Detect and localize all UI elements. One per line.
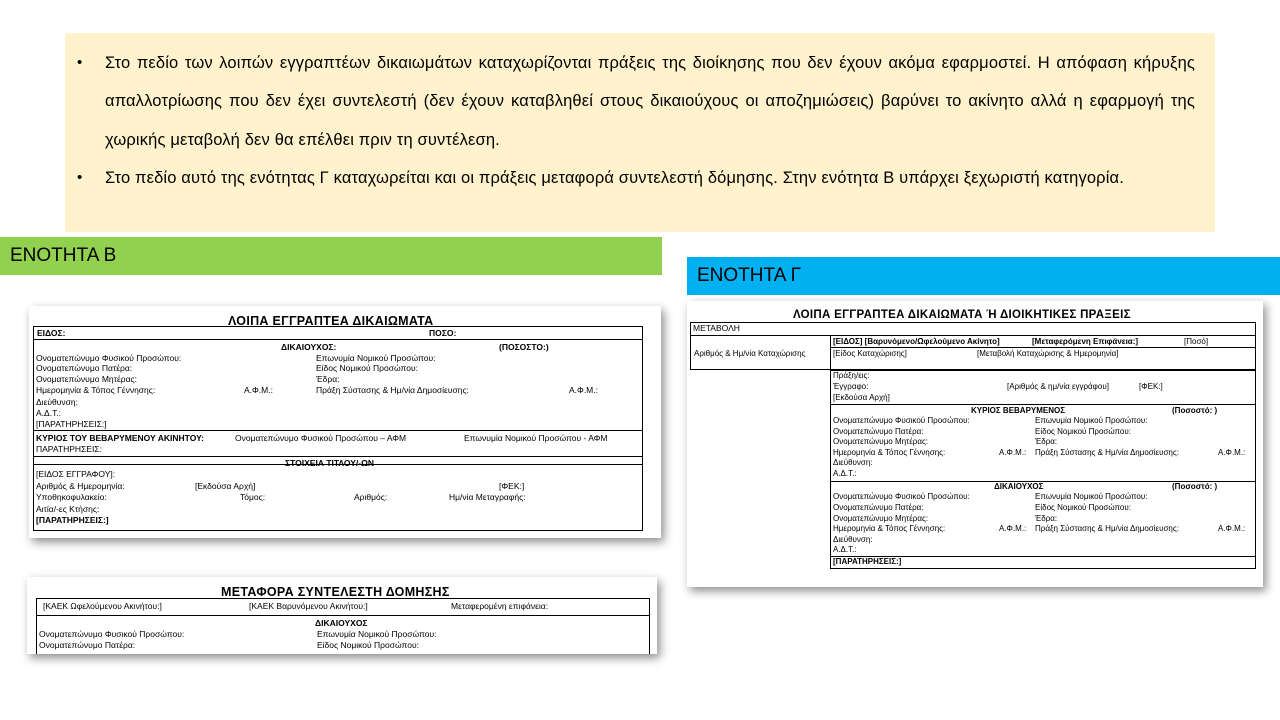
form-building-transfer <box>27 577 657 654</box>
field-metaferomeni: [Μεταφερόμενη Επιφάνεια:] <box>1032 337 1139 346</box>
field-afm: Α.Φ.Μ.: <box>1218 448 1246 457</box>
field-patera: Ονοματεπώνυμο Πατέρα: <box>36 363 133 373</box>
field-metagrafi: Ημ/νία Μεταγραφής: <box>449 492 526 502</box>
field-patera: Ονοματεπώνυμο Πατέρα: <box>39 640 136 650</box>
field-edra: Έδρα: <box>1035 514 1058 523</box>
field-aitia: Αιτία/-ες Κτήσης: <box>36 504 100 514</box>
field-afm: Α.Φ.Μ.: <box>244 385 273 395</box>
field-kyrios-nom: Επωνυμία Νομικού Προσώπου - ΑΦΜ <box>464 433 608 443</box>
field-dikaiouxos: ΔΙΚΑΙΟΥΧΟΣ <box>315 618 368 628</box>
notes-list <box>77 44 1195 197</box>
field-eidos-nomikou: Είδος Νομικού Προσώπου: <box>1035 427 1131 436</box>
form-admin-acts <box>687 301 1263 587</box>
field-mitera: Ονοματεπώνυμο Μητέρας: <box>833 437 929 446</box>
field-pososto: (Ποσοστό: ) <box>1172 406 1218 415</box>
divider <box>831 347 1256 348</box>
field-stoixeia-titlou: ΣΤΟΙΧΕΙΑ ΤΙΤΛΟΥ/-ΩΝ <box>285 458 375 468</box>
field-kyrios: ΚΥΡΙΟΣ ΒΕΒΑΡΥΜΕΝΟΣ <box>971 406 1066 415</box>
field-paratiriseis: [ΠΑΡΑΤΗΡΗΣΕΙΣ:] <box>833 557 902 566</box>
field-arithmos-eggrafou: [Αριθμός & ημ/νία εγγράφου] <box>1007 382 1109 391</box>
form-frame <box>690 322 1256 370</box>
field-diefthynsi: Διεύθυνση: <box>833 535 873 544</box>
field-arithmos-kat: Αριθμός & Ημ/νία Καταχώρισης <box>694 349 806 358</box>
divider <box>33 339 643 340</box>
field-diefthynsi: Διεύθυνση: <box>833 458 873 467</box>
field-eponymia: Επωνυμία Νομικού Προσώπου: <box>316 353 436 363</box>
field-afm: Α.Φ.Μ.: <box>999 524 1027 533</box>
field-eidos-var: [ΕΙΔΟΣ] [Βαρυνόμενο/Ωφελούμενο Ακίνητο] <box>833 337 1000 346</box>
field-eponymia: Επωνυμία Νομικού Προσώπου: <box>1035 416 1148 425</box>
field-ekdousa: [Εκδούσα Αρχή] <box>195 481 256 491</box>
field-onoma: Ονοματεπώνυμο Φυσικού Προσώπου: <box>39 629 185 639</box>
field-paratiriseis: [ΠΑΡΑΤΗΡΗΣΕΙΣ:] <box>36 515 109 525</box>
field-eidos-kat: [Είδος Καταχώρισης] <box>833 349 907 358</box>
form-frame <box>830 370 1256 569</box>
field-kyrios-fys: Ονοματεπώνυμο Φυσικού Προσώπου – ΑΦΜ <box>235 433 407 443</box>
field-afm: Α.Φ.Μ.: <box>569 385 598 395</box>
field-metavoli: ΜΕΤΑΒΟΛΗ <box>693 323 740 333</box>
field-patera: Ονοματεπώνυμο Πατέρα: <box>833 503 924 512</box>
field-kaek-var: [ΚΑΕΚ Βαρυνόμενου Ακινήτου:] <box>249 601 368 611</box>
field-mitera: Ονοματεπώνυμο Μητέρας: <box>833 514 929 523</box>
field-diefthynsi: Διεύθυνση: <box>36 397 78 407</box>
field-paratiriseis: ΠΑΡΑΤΗΡΗΣΕΙΣ: <box>36 444 102 454</box>
field-edra: Έδρα: <box>1035 437 1058 446</box>
field-eidos: ΕΙΔΟΣ: <box>37 328 66 338</box>
divider <box>33 430 643 431</box>
field-poso: ΠΟΣΟ: <box>429 328 457 338</box>
section-b-header: ΕΝΟΤΗΤΑ Β <box>0 237 662 275</box>
field-eidos-nomikou: Είδος Νομικού Προσώπου: <box>1035 503 1131 512</box>
field-ypothikofylakeio: Υποθηκοφυλακείο: <box>36 492 107 502</box>
form-title: ΜΕΤΑΦΟΡΑ ΣΥΝΤΕΛΕΣΤΗ ΔΟΜΗΣΗΣ <box>221 585 450 599</box>
field-metaferomeni: Μεταφερομένη επιφάνεια: <box>451 601 549 611</box>
field-gennisi: Ημερομηνία & Τόπος Γέννησης: <box>36 385 156 395</box>
field-pososto: (Ποσοστό: ) <box>1172 482 1218 491</box>
field-onoma: Ονοματεπώνυμο Φυσικού Προσώπου: <box>833 416 970 425</box>
field-onoma: Ονοματεπώνυμο Φυσικού Προσώπου: <box>36 353 182 363</box>
field-eponymia: Επωνυμία Νομικού Προσώπου: <box>317 629 437 639</box>
field-kaek-ofel: [ΚΑΕΚ Ωφελούμενου Ακινήτου:] <box>43 601 162 611</box>
field-ekdousa: [Εκδούσα Αρχή] <box>833 393 890 402</box>
divider <box>690 335 1256 336</box>
note-bullet-1: • Στο πεδίο των λοιπών εγγραπτέων δικαιωμάτων καταχωρίζονται πράξεις της διοίκησης που δεν έχουν ακόμα εφαρμοστεί. Η απόφαση κήρυξης απαλλοτρίωσης που δεν έχει συντελεστή (δεν έχουν καταβληθεί στους δικαιούχους οι αποζημιώσεις) βαρύνει το ακίνητο αλλά η εφαρμογή της χωρικής μεταβολή δεν θα επέλθει πριν τη συντέλεση. <box>77 44 1195 159</box>
note-bullet-2: • Στο πεδίο αυτό της ενότητας Γ καταχωρείται και οι πράξεις μεταφορά συντελεστή δόμησης. Στην ενότητα Β υπάρχει ξεχωριστή κατηγορία. <box>77 159 1195 197</box>
field-arithmos-imer: Αριθμός & Ημερομηνία: <box>36 481 125 491</box>
field-patera: Ονοματεπώνυμο Πατέρα: <box>833 427 924 436</box>
field-dikaiouxos: ΔΙΚΑΙΟΥΧΟΣ: <box>281 342 337 352</box>
notes-box <box>65 33 1215 232</box>
field-paratiriseis: [ΠΑΡΑΤΗΡΗΣΕΙΣ:] <box>36 419 107 429</box>
section-g-header: ΕΝΟΤΗΤΑ Γ <box>687 257 1280 295</box>
field-eponymia: Επωνυμία Νομικού Προσώπου: <box>1035 492 1148 501</box>
field-edra: Έδρα: <box>316 374 340 384</box>
field-metavoli-kat: [Μεταβολή Καταχώρισης & Ημερομηνία] <box>977 349 1119 358</box>
divider <box>33 456 643 457</box>
field-gennisi: Ημερομηνία & Τόπος Γέννησης: <box>833 448 946 457</box>
field-dikaiouxos: ΔΙΚΑΙΟΥΧΟΣ <box>994 482 1044 491</box>
field-tomos: Τόμος: <box>240 492 266 502</box>
divider <box>830 404 1256 405</box>
field-gennisi: Ημερομηνία & Τόπος Γέννησης: <box>833 524 946 533</box>
field-afm: Α.Φ.Μ.: <box>999 448 1027 457</box>
form-title: ΛΟΙΠΑ ΕΓΓΡΑΠΤΕΑ ΔΙΚΑΙΩΜΑΤΑ <box>228 314 434 328</box>
field-pososto: (ΠΟΣΟΣΤΟ:) <box>499 342 549 352</box>
field-adt: Α.Δ.Τ.: <box>833 469 857 478</box>
form-title: ΛΟΙΠΑ ΕΓΓΡΑΠΤΕΑ ΔΙΚΑΙΩΜΑΤΑ Ή ΔΙΟΙΚΗΤΙΚΕΣ ΠΡΑΞΕΙΣ <box>793 309 1131 321</box>
field-mitera: Ονοματεπώνυμο Μητέρας: <box>36 374 137 384</box>
field-praxi-systasis: Πράξη Σύστασης & Ημ/νία Δημοσίευσης: <box>1035 448 1179 457</box>
field-onoma: Ονοματεπώνυμο Φυσικού Προσώπου: <box>833 492 970 501</box>
field-praxi: Πράξη Σύστασης & Ημ/νία Δημοσίευσης: <box>316 385 469 395</box>
field-adt: Α.Δ.Τ.: <box>833 545 857 554</box>
field-kyrios: ΚΥΡΙΟΣ ΤΟΥ ΒΕΒΑΡΥΜΕΝΟΥ ΑΚΙΝΗΤΟΥ: <box>36 433 204 443</box>
field-eidos-nomikou: Είδος Νομικού Προσώπου: <box>316 363 418 373</box>
divider <box>36 615 650 616</box>
field-adt: Α.Δ.Τ.: <box>36 408 62 418</box>
field-arithmos: Αριθμός: <box>354 492 388 502</box>
form-other-rights <box>29 306 661 538</box>
field-eidos-nomikou: Είδος Νομικού Προσώπου: <box>317 640 419 650</box>
field-fek: [ΦΕΚ:] <box>499 481 525 491</box>
field-afm: Α.Φ.Μ.: <box>1218 524 1246 533</box>
field-eidos-eggrafou: [ΕΙΔΟΣ ΕΓΓΡΑΦΟΥ]: <box>36 469 116 479</box>
field-poso: [Ποσό] <box>1184 337 1209 346</box>
field-praxi: Πράξη/εις: <box>833 371 870 380</box>
field-praxi-systasis: Πράξη Σύστασης & Ημ/νία Δημοσίευσης: <box>1035 524 1179 533</box>
field-eggrafo: Έγγραφο: <box>833 382 869 391</box>
field-fek: [ΦΕΚ:] <box>1139 382 1163 391</box>
